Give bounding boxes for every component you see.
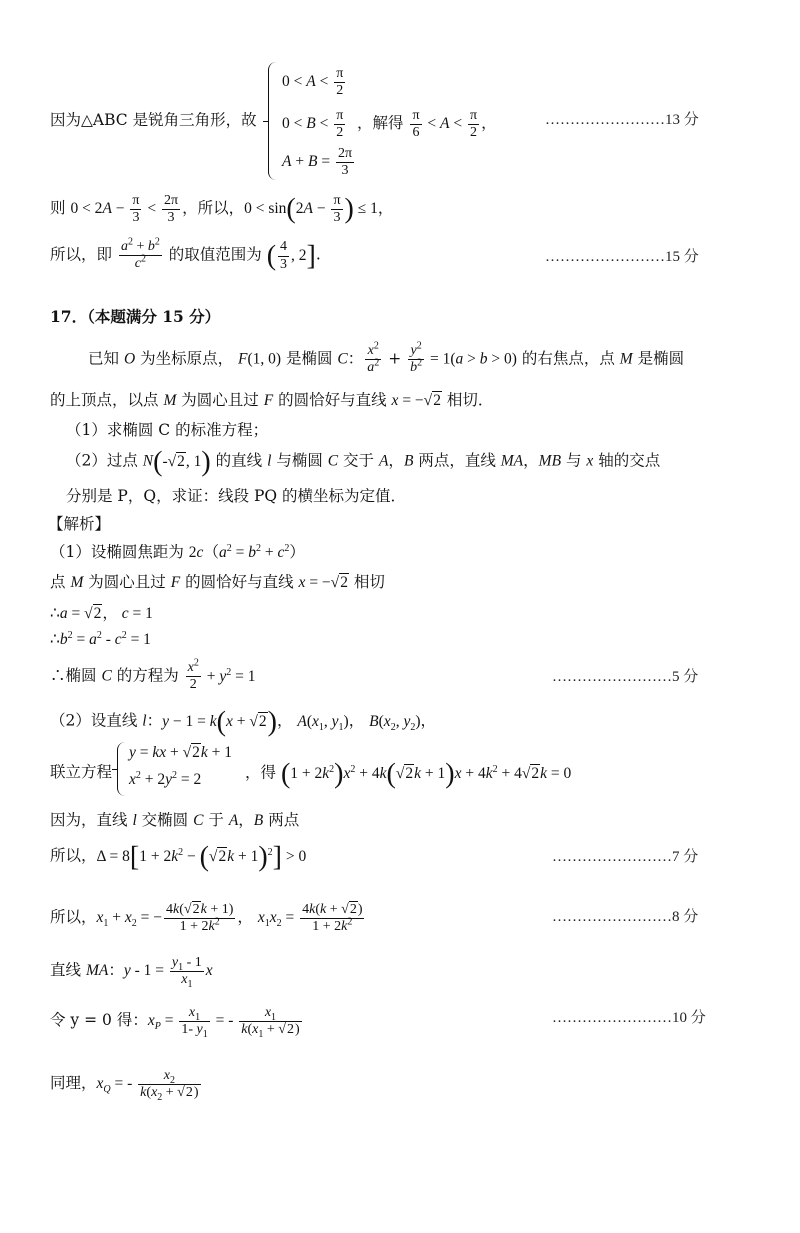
line1-sys-row1: 0 < A < $\frac{\pi}{2}$	[282, 66, 344, 99]
analysis-s12-score: ……………………10 分	[552, 1010, 706, 1026]
line2: 则 0 < 2A − $\frac{\pi}{3}$ < $\frac{2\pi}{3}$ ，所以，0 < sin(2A − $\frac{\pi}{3}$ ) ≤ 1，	[50, 193, 394, 226]
q17-heading: 17．（本题满分 15 分）	[50, 307, 221, 326]
analysis-s9: 所以，$\Delta = 8[1 + 2k^2 - (√2k + 1)^2] > 0$	[50, 841, 307, 872]
analysis-label: 【解析】	[48, 515, 111, 533]
analysis-s6: （2）设直线 l：y − 1 = k(x + √2)， $A(x_1$, $y_1$)， $B(x_2$, $y_2$)，	[50, 706, 437, 737]
line1-sys-row2: 0 < B < $\frac{\pi}{2}$	[282, 108, 344, 141]
analysis-s9-score: ……………………7 分	[552, 849, 699, 865]
q17-p3: （1）求椭圆 C 的标准方程；	[66, 421, 269, 439]
analysis-s10: 所以，$x_1 + x_2$ = − $\frac{4k(√2k + 1)}{1 + 2k^2}$ ， $x_1x_2$ = $\frac{4k(k + √2)}{1 + 2k^2}$	[50, 902, 363, 935]
analysis-s7-rest: ，得 $(1 + 2k^2)x^2 + 4k(√2k + 1)x + 4k^2 + 4√2k = 0$	[245, 758, 572, 789]
analysis-s7-sys1: y = kx + √2k + 1	[129, 744, 233, 761]
q17-p5: 分别是 P，Q，求证：线段 PQ 的横坐标为定值．	[66, 487, 407, 505]
q17-p2: 的上顶点，以点 M 为圆心且过 F 的圆恰好与直线 x = −√2 相切．	[50, 391, 494, 409]
q17-p1: 已知 O 为坐标原点， F(1, 0) 是椭圆 C： $\frac{x^2}{a^2}$ + $\frac{y^2}{b^2}$ = 1(a > b > 0) 的右焦点，点 M 是椭圆	[88, 340, 685, 376]
analysis-s10-score: ……………………8 分	[552, 909, 699, 925]
line1-mid: ，解得 $\frac{\pi}{6}$ < A < $\frac{\pi}{2}$ ，	[357, 108, 497, 141]
line1-lead: 因为△ABC 是锐角三角形，故	[50, 111, 257, 129]
analysis-s1: （1）设椭圆焦距为 $2c(a^2 = b^2 + c^2)$	[50, 542, 305, 561]
line1-sys-row3: A + B = $\frac{2\pi}{3}$	[282, 146, 353, 179]
analysis-s7-sys2: $x^2 + 2y^2 = 2$	[129, 769, 202, 788]
analysis-s2: 点 M 为圆心且过 F 的圆恰好与直线 x = −√2 相切	[50, 573, 385, 591]
line1-score: ……………………13 分	[545, 112, 699, 128]
analysis-s4: $\therefore b^2 = a^2 - c^2 = 1$	[50, 629, 151, 648]
q17-p4: （2）过点 N(-√2, 1) 的直线 l 与椭圆 C 交于 A，B 两点，直线 MA，MB 与 x 轴的交点	[66, 446, 661, 477]
analysis-s7-system	[117, 742, 247, 796]
analysis-s13: 同理，$x_Q$ = - $\frac{x_2}{k(x_2 + √2)}$	[50, 1068, 199, 1103]
line3-score: ……………………15 分	[545, 249, 699, 265]
line3: 所以，即 $\frac{a^2 + b^2}{c^2}$ 的取值范围为 ( $\frac{4}{3}$ , 2].	[50, 236, 321, 272]
analysis-s7-lead: 联立方程	[50, 763, 113, 781]
analysis-s8: 因为，直线 l 交椭圆 C 于 A，B 两点	[50, 811, 300, 829]
analysis-s5-score: ……………………5 分	[552, 669, 699, 685]
analysis-s3: ∴a = √2， c = 1	[50, 605, 153, 622]
analysis-s11: 直线 MA：y - 1 = $\frac{y_1 - 1}{x_1}$ x	[50, 955, 213, 990]
analysis-s5: ∴椭圆 C 的方程为 $\frac{x^2}{2}$ + $y^2 = 1$	[50, 657, 256, 693]
analysis-s12: 令 y = 0 得：$x_P$ = $\frac{x_1}{1- y_1}$ = - $\frac{x_1}{k(x_1 + √2)}$	[50, 1005, 300, 1040]
line1-result: $\frac{\pi}{6}$ < A < $\frac{\pi}{2}$ ，	[412, 108, 497, 141]
